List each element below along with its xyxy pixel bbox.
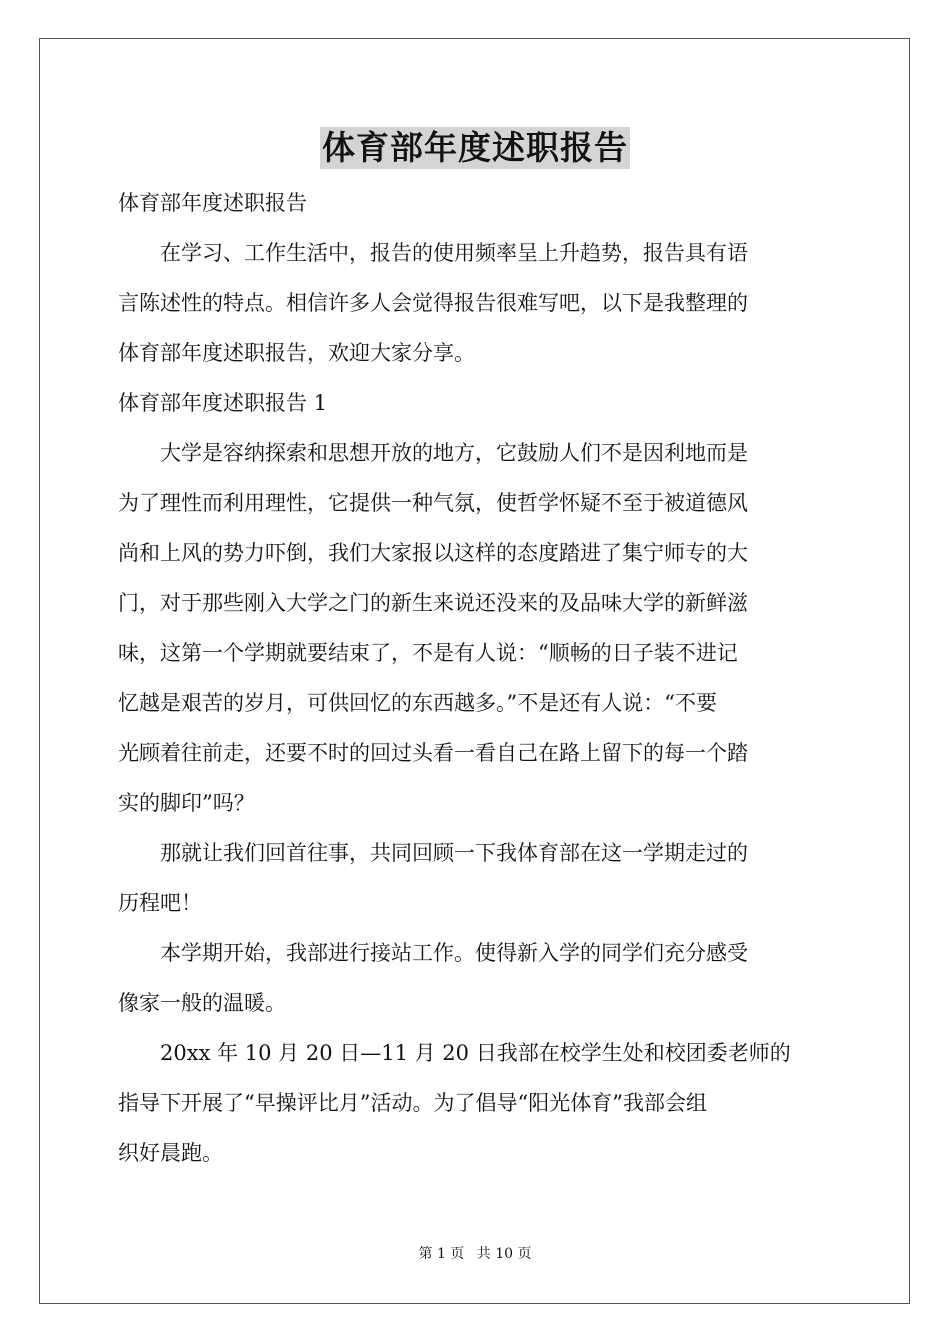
paragraph-line: 言陈述性的特点。相信许多人会觉得报告很难写吧，以下是我整理的	[118, 291, 748, 315]
title-container	[0, 127, 950, 169]
paragraph-line: 忆越是艰苦的岁月，可供回忆的东西越多。”不是还有人说：“不要	[118, 691, 717, 715]
paragraph-line: 20xx 年 10 月 20 日—11 月 20 日我部在校学生处和校团委老师的	[118, 1041, 791, 1065]
paragraph-line: 尚和上风的势力吓倒，我们大家报以这样的态度踏进了集宁师专的大	[118, 541, 748, 565]
paragraph-line: 味，这第一个学期就要结束了，不是有人说：“顺畅的日子装不进记	[118, 641, 738, 665]
document-body	[118, 178, 834, 1178]
paragraph-line: 实的脚印”吗？	[118, 791, 255, 815]
paragraph-line: 织好晨跑。	[118, 1141, 223, 1165]
page-footer	[0, 1244, 950, 1264]
document-title: 体育部年度述职报告	[322, 128, 628, 167]
paragraph-line: 门，对于那些刚入大学之门的新生来说还没来的及品味大学的新鲜滋	[118, 591, 748, 615]
paragraph-line: 像家一般的温暖。	[118, 991, 286, 1015]
page-number: 第 1 页	[418, 1246, 465, 1262]
paragraph-line: 大学是容纳探索和思想开放的地方，它鼓励人们不是因利地而是	[118, 441, 748, 465]
paragraph-line: 指导下开展了“早操评比月”活动。为了倡导“阳光体育”我部会组	[118, 1091, 707, 1115]
paragraph-line: 本学期开始，我部进行接站工作。使得新入学的同学们充分感受	[118, 941, 748, 965]
paragraph-line: 光顾着往前走，还要不时的回过头看一看自己在路上留下的每一个踏	[118, 741, 748, 765]
paragraph-line: 体育部年度述职报告，欢迎大家分享。	[118, 341, 475, 365]
subtitle-line: 体育部年度述职报告	[118, 191, 307, 215]
paragraph-line: 历程吧！	[118, 891, 202, 915]
paragraph-line: 为了理性而利用理性，它提供一种气氛，使哲学怀疑不至于被道德风	[118, 491, 748, 515]
paragraph-line: 在学习、工作生活中，报告的使用频率呈上升趋势，报告具有语	[118, 241, 748, 265]
paragraph-line: 那就让我们回首往事，共同回顾一下我体育部在这一学期走过的	[118, 841, 748, 865]
page-total: 共 10 页	[476, 1246, 532, 1262]
section-heading: 体育部年度述职报告 1	[118, 391, 328, 415]
